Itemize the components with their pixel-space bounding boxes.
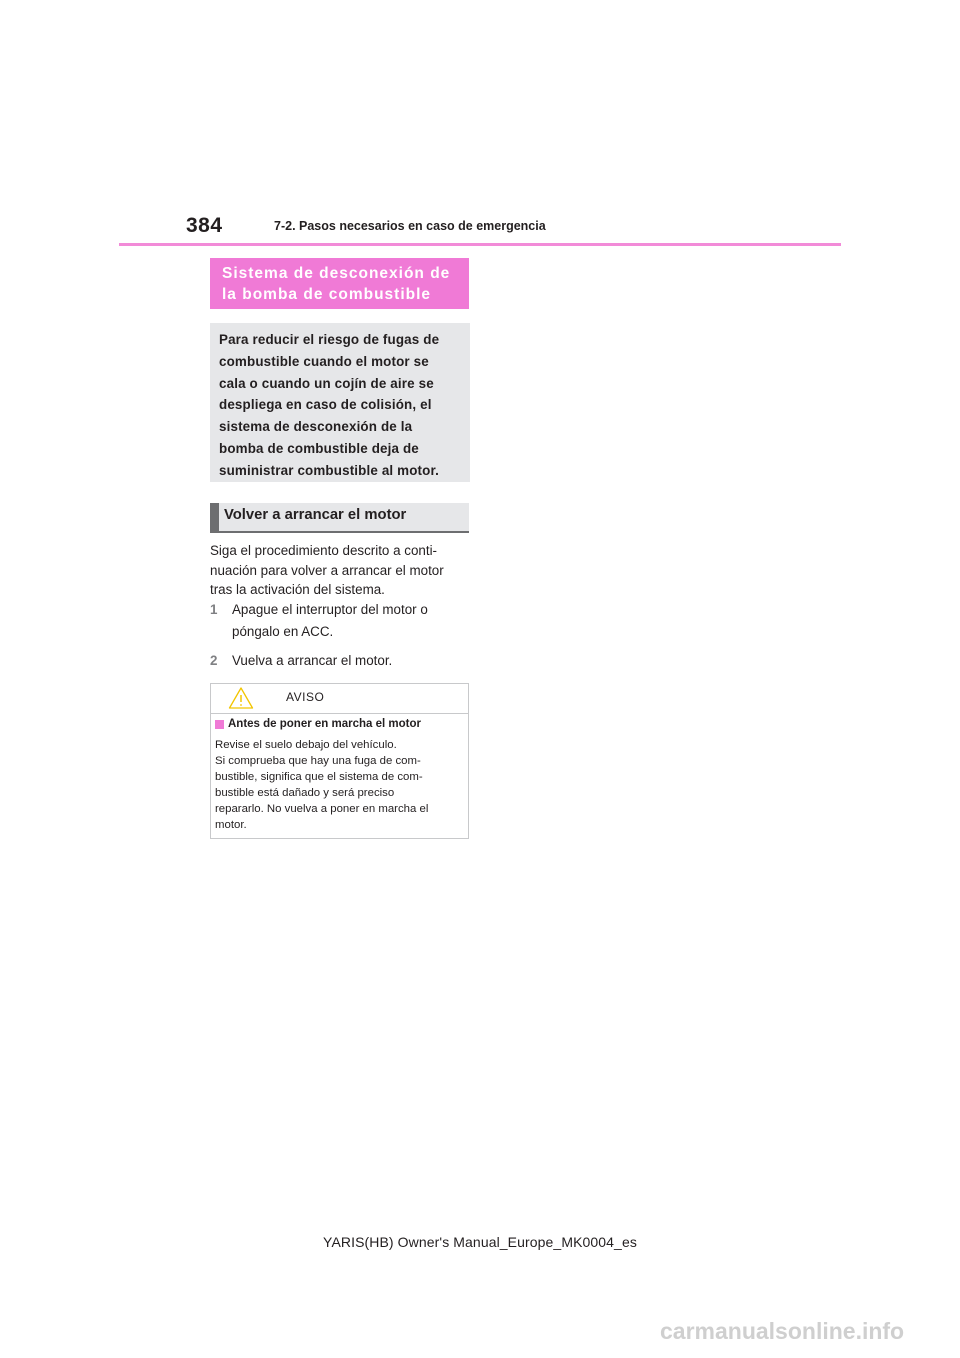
warning-label: AVISO [286,690,325,704]
section-title-banner [210,258,469,309]
page-number: 384 [186,214,223,237]
step-number: 1 [210,602,218,617]
warning-line: motor. [215,819,247,831]
header-rule [119,243,841,246]
step-number: 2 [210,653,218,668]
summary-line: cala o cuando un cojín de aire se [219,375,434,391]
intro-paragraph [210,541,475,600]
warning-box [210,683,469,839]
warning-line: repararlo. No vuelva a poner en marcha el [215,803,429,815]
warning-line: bustible, significa que el sistema de com- [215,771,423,783]
step-item [210,599,475,642]
warning-triangle-icon [228,686,254,710]
summary-box [210,323,470,482]
intro-line: tras la activación del sistema. [210,582,385,598]
watermark: carmanualsonline.info [660,1318,905,1344]
square-bullet-icon [215,720,224,729]
summary-line: despliega en caso de colisión, el [219,397,432,413]
warning-title [215,718,421,730]
warning-line: Revise el suelo debajo del vehículo. [215,739,397,751]
summary-line: sistema de desconexión de la [219,419,413,435]
warning-title-text: Antes de poner en marcha el motor [228,718,421,730]
intro-line: nuación para volver a arrancar el motor [210,562,444,578]
step-text: Vuelva a arrancar el motor. [232,653,393,668]
section-title-line: Sistema de desconexión de [222,265,451,282]
section-title-line: la bomba de combustible [222,286,432,303]
step-text [232,599,428,642]
step-item [210,650,475,672]
summary-line: Para reducir el riesgo de fugas de [219,332,440,347]
footer-text: YARIS(HB) Owner's Manual_Europe_MK0004_es [323,1234,637,1250]
summary-line: suministrar combustible al motor. [219,462,439,478]
intro-line: Siga el procedimiento descrito a conti- [210,543,438,558]
warning-line: Si comprueba que hay una fuga de com- [215,755,421,767]
step-line: Apague el interruptor del motor o [232,602,428,617]
section-header: 7-2. Pasos necesarios en caso de emergencia [274,219,546,233]
warning-line: bustible está dañado y será preciso [215,787,395,799]
summary-line: bomba de combustible deja de [219,440,419,456]
step-line: póngalo en ACC. [232,623,334,639]
summary-line: combustible cuando el motor se [219,353,429,369]
subheading: Volver a arrancar el motor [210,503,469,533]
warning-header [211,684,468,714]
warning-text [215,737,465,833]
